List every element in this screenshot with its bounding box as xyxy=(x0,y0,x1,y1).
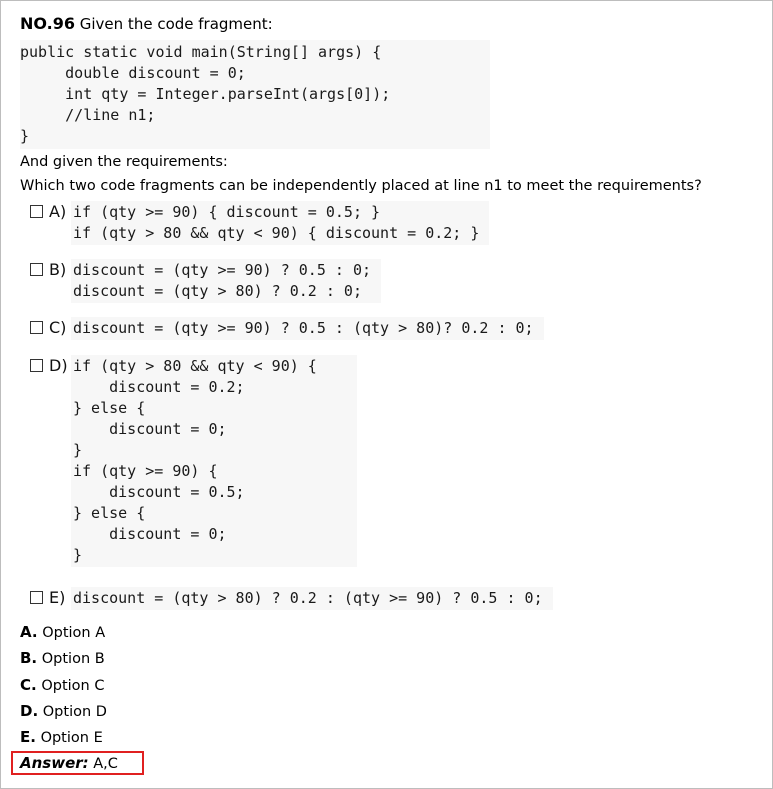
answer-option-a xyxy=(20,623,105,641)
requirements-line: And given the requirements: xyxy=(20,154,228,170)
option-b-label: B) xyxy=(49,260,67,279)
answer-option-d xyxy=(20,702,107,720)
option-b-code: discount = (qty >= 90) ? 0.5 : 0; discount = (qty > 80) ? 0.2 : 0; xyxy=(71,259,381,303)
option-a xyxy=(30,201,489,245)
answer-option-e xyxy=(20,728,103,746)
question-number: NO.96 xyxy=(20,14,75,33)
option-c-label: C) xyxy=(49,318,67,337)
question-title xyxy=(20,14,273,33)
correct-answer-label: Answer: xyxy=(20,754,89,772)
option-e-checkbox[interactable] xyxy=(30,591,43,604)
answer-option-c xyxy=(20,676,104,694)
option-b xyxy=(30,259,381,303)
answer-text: Option C xyxy=(41,678,105,694)
answer-text: Option D xyxy=(42,704,107,720)
option-a-label: A) xyxy=(49,202,67,221)
main-code-block: public static void main(String[] args) { double discount = 0; int qty = Integer.parseInt(args[0]); //line n1; } xyxy=(20,40,490,149)
answer-text: Option E xyxy=(40,730,103,746)
option-d xyxy=(30,355,357,567)
option-e-code: discount = (qty > 80) ? 0.2 : (qty >= 90) ? 0.5 : 0; xyxy=(71,587,553,610)
option-c-code: discount = (qty >= 90) ? 0.5 : (qty > 80)? 0.2 : 0; xyxy=(71,317,544,340)
option-e-label: E) xyxy=(49,588,66,607)
question-line: Which two code fragments can be independently placed at line n1 to meet the requirements? xyxy=(20,178,702,194)
option-d-code: if (qty > 80 && qty < 90) { discount = 0.2; } else { discount = 0; } if (qty >= 90) { discount = 0.5; } else { discount = 0; } xyxy=(71,355,357,567)
answer-letter: A. xyxy=(20,623,38,641)
option-a-checkbox[interactable] xyxy=(30,205,43,218)
option-d-checkbox[interactable] xyxy=(30,359,43,372)
question-prompt: Given the code fragment: xyxy=(79,15,273,33)
correct-answer-box xyxy=(11,751,144,775)
option-a-code: if (qty >= 90) { discount = 0.5; } if (qty > 80 && qty < 90) { discount = 0.2; } xyxy=(71,201,489,245)
option-b-checkbox[interactable] xyxy=(30,263,43,276)
answer-letter: E. xyxy=(20,728,36,746)
option-c xyxy=(30,317,544,340)
answer-letter: C. xyxy=(20,676,37,694)
correct-answer-value: A,C xyxy=(93,756,118,772)
option-e xyxy=(30,587,553,610)
answer-letter: B. xyxy=(20,649,38,667)
option-c-checkbox[interactable] xyxy=(30,321,43,334)
answer-letter: D. xyxy=(20,702,39,720)
answer-option-b xyxy=(20,649,105,667)
answer-text: Option A xyxy=(42,625,106,641)
answer-text: Option B xyxy=(41,651,105,667)
option-d-label: D) xyxy=(49,356,68,375)
